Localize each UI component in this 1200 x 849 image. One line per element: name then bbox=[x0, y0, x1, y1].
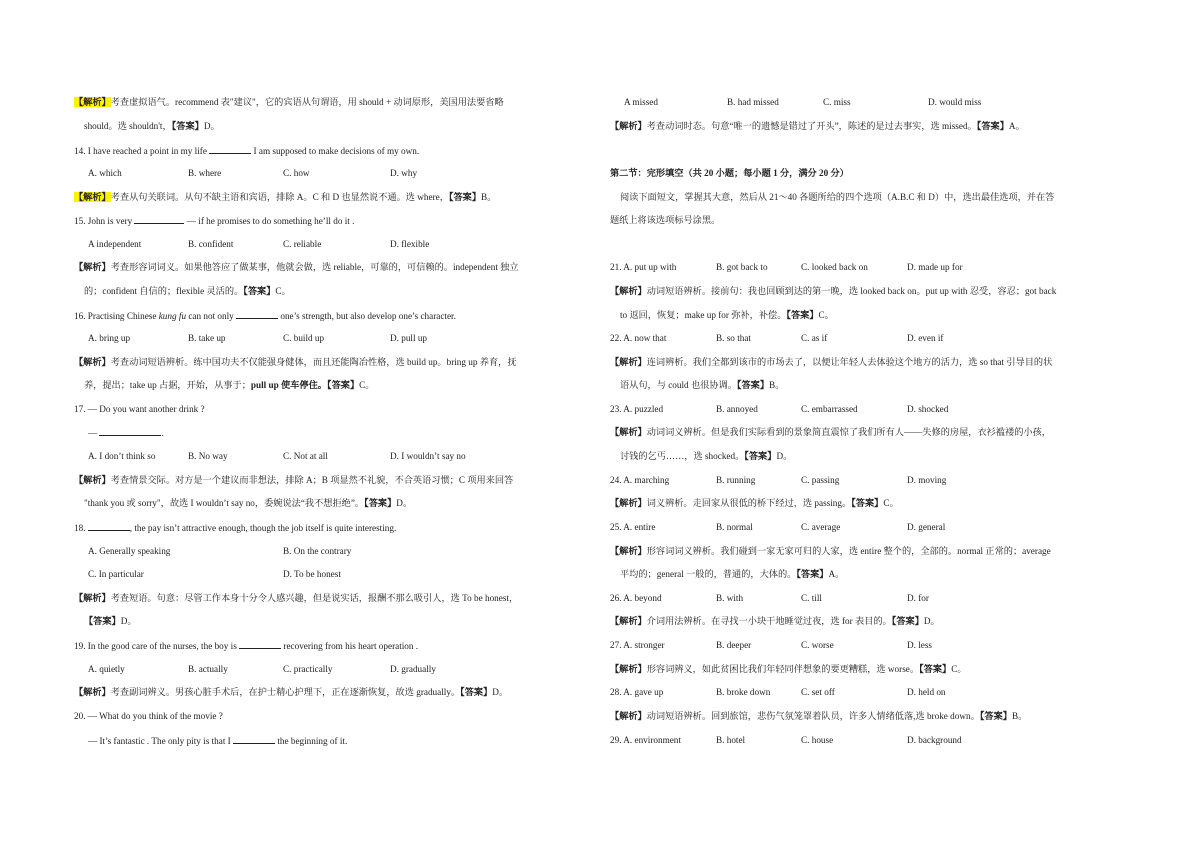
option-b: B. take up bbox=[188, 333, 226, 343]
answer-tag: 【答案】 bbox=[891, 616, 924, 626]
analysis-tag: 【解析】 bbox=[610, 711, 647, 721]
analysis-tag: 【解析】 bbox=[74, 687, 111, 697]
answer-tag: 【答案】 bbox=[786, 310, 819, 320]
explanation-22: 【解析】连词辨析。我们全都到该市的市场去了，以便让年轻人去体验这个地方的活力，选 so that 引导目的状 bbox=[610, 357, 1053, 367]
option-c: C. miss bbox=[823, 97, 851, 107]
analysis-tag: 【解析】 bbox=[610, 427, 647, 437]
answer-blank bbox=[134, 214, 184, 224]
explanation-13-cont: should。选 shouldn't，【答案】D。 bbox=[84, 121, 220, 131]
explanation-17: 【解析】考查情景交际。对方是一个建议而非想法，排除 A；B 项显然不礼貌，不合英语习惯；C 项用来回答 bbox=[74, 475, 514, 485]
option-a: 26. A. beyond bbox=[610, 593, 662, 603]
option-d: D. I wouldn’t say no bbox=[390, 451, 466, 461]
explanation-16-cont: 养，提出；take up 占据，开始，从事于；pull up 使车停住。【答案】C。 bbox=[84, 380, 375, 390]
option-b: B. normal bbox=[716, 522, 753, 532]
explanation-21: 【解析】动词短语辨析。接前句：我也回顾到达的第一晚，选 looked back on。put up with 忍受，容忍；got back bbox=[610, 286, 1057, 296]
analysis-tag: 【解析】 bbox=[610, 286, 647, 296]
option-c: C. as if bbox=[801, 333, 828, 343]
explanation-18-cont: 【答案】D。 bbox=[84, 616, 137, 626]
option-d: D. shocked bbox=[907, 404, 949, 414]
question-16: 16. Practising Chinese kung fu can not only one’s strength, but also develop one’s character. bbox=[74, 311, 456, 321]
explanation-17-cont: "thank you 或 sorry"，故选 I wouldn’t say no，委婉说法“我不想拒绝”。【答案】D。 bbox=[84, 498, 413, 508]
analysis-tag: 【解析】 bbox=[610, 357, 647, 367]
option-b: B. so that bbox=[716, 333, 751, 343]
option-c: C. practically bbox=[283, 664, 333, 674]
analysis-tag: 【解析】 bbox=[610, 616, 647, 626]
answer-tag: 【答案】 bbox=[919, 664, 952, 674]
question-14: 14. I have reached a point in my life I am supposed to make decisions of my own. bbox=[74, 146, 420, 156]
option-c: C. house bbox=[801, 735, 834, 745]
option-d: D. gradually bbox=[390, 664, 436, 674]
question-19: 19. In the good care of the nurses, the boy is recovering from his heart operation . bbox=[74, 641, 419, 651]
question-17: 17. — Do you want another drink ? bbox=[74, 404, 205, 414]
option-c: C. passing bbox=[801, 475, 840, 485]
analysis-tag: 【解析】 bbox=[610, 664, 647, 674]
section-title: 第二节：完形填空（共 20 小题；每小题 1 分，满分 20 分） bbox=[610, 168, 849, 178]
option-a: A. quietly bbox=[88, 664, 125, 674]
explanation-16: 【解析】考查动词短语辨析。练中国功夫不仅能强身健体，而且还能陶冶性格，选 build up。bring up 养育，抚 bbox=[74, 357, 517, 367]
option-a: 21. A. put up with bbox=[610, 262, 677, 272]
option-a: A. Generally speaking bbox=[88, 546, 171, 556]
explanation-28: 【解析】动词短语辨析。回到旅馆，悲伤气氛笼罩着队员，许多人情绪低落,选 broke down。【答案】B。 bbox=[610, 711, 1028, 721]
explanation-15-cont: 的；confident 自信的；flexible 灵活的。【答案】C。 bbox=[84, 286, 291, 296]
explanation-26: 【解析】介词用法辨析。在寻找一小块干地睡觉过夜，选 for 表目的。【答案】D。 bbox=[610, 616, 940, 626]
option-c: C. Not at all bbox=[283, 451, 328, 461]
answer-blank bbox=[88, 521, 130, 531]
option-c: C. worse bbox=[801, 640, 834, 650]
option-a: 23. A. puzzled bbox=[610, 404, 664, 414]
answer-tag: 【答案】 bbox=[744, 451, 777, 461]
answer-tag: 【答案】 bbox=[976, 121, 1009, 131]
option-b: B. No way bbox=[188, 451, 228, 461]
option-d: D. background bbox=[907, 735, 962, 745]
option-b: B. running bbox=[716, 475, 756, 485]
option-c: C. build up bbox=[283, 333, 325, 343]
option-a: A missed bbox=[624, 97, 658, 107]
option-b: B. where bbox=[188, 168, 222, 178]
analysis-tag: 【解析】 bbox=[74, 475, 111, 485]
right-column bbox=[610, 0, 1130, 849]
option-d: D. held on bbox=[907, 687, 946, 697]
option-b: B. annoyed bbox=[716, 404, 758, 414]
answer-tag: 【答案】 bbox=[796, 569, 829, 579]
explanation-24: 【解析】词义辨析。走回家从很低的桥下经过，选 passing。【答案】C。 bbox=[610, 498, 899, 508]
option-c: C. average bbox=[801, 522, 841, 532]
option-c: C. till bbox=[801, 593, 822, 603]
option-c: C. In particular bbox=[88, 569, 144, 579]
analysis-tag: 【解析】 bbox=[74, 192, 111, 202]
option-c: C. reliable bbox=[283, 239, 322, 249]
question-20-reply: — It’s fantastic . The only pity is that I the beginning of it. bbox=[88, 736, 348, 746]
option-c: C. set off bbox=[801, 687, 835, 697]
answer-blank bbox=[236, 309, 278, 319]
question-18: 18. , the pay isn’t attractive enough, though the job itself is quite interesting. bbox=[74, 523, 397, 533]
question-20: 20. — What do you think of the movie ? bbox=[74, 711, 223, 721]
answer-blank bbox=[233, 734, 275, 744]
answer-blank bbox=[99, 426, 161, 436]
explanation-20: 【解析】考查动词时态。句意“唯一的遗憾是错过了开头”，陈述的是过去事实，选 missed。【答案】A。 bbox=[610, 121, 1025, 131]
option-a: 28. A. gave up bbox=[610, 687, 664, 697]
option-a: 27. A. stronger bbox=[610, 640, 665, 650]
option-b: B. On the contrary bbox=[283, 546, 352, 556]
answer-tag: 【答案】 bbox=[84, 616, 121, 626]
explanation-15: 【解析】考查形容词词义。如果他答应了做某事，他就会做，选 reliable，可靠的，可信赖的。independent 独立 bbox=[74, 262, 519, 272]
option-a: A. bring up bbox=[88, 333, 131, 343]
option-d: D. general bbox=[907, 522, 946, 532]
explanation-27: 【解析】形容词辨义，如此贫困比我们年轻同伴想象的要更糟糕，选 worse。【答案】C。 bbox=[610, 664, 967, 674]
option-d: D. would miss bbox=[928, 97, 982, 107]
question-17-reply: — . bbox=[88, 428, 164, 438]
analysis-tag: 【解析】 bbox=[610, 546, 647, 556]
explanation-13: 【解析】考查虚拟语气。recommend 表"建议"，它的宾语从句谓语，用 should + 动词原形，美国用法要省略 bbox=[74, 97, 504, 107]
option-d: D. made up for bbox=[907, 262, 963, 272]
option-c: C. how bbox=[283, 168, 310, 178]
answer-tag: 【答案】 bbox=[171, 121, 204, 131]
analysis-tag: 【解析】 bbox=[74, 593, 111, 603]
option-b: B. confident bbox=[188, 239, 234, 249]
option-d: D. even if bbox=[907, 333, 944, 343]
answer-blank bbox=[239, 639, 281, 649]
explanation-21-cont: to 返回，恢复；make up for 弥补，补偿。【答案】C。 bbox=[620, 310, 834, 320]
explanation-25: 【解析】形容词词义辨析。我们碰到一家无家可归的人家，选 entire 整个的，全部的。normal 正常的；average bbox=[610, 546, 1051, 556]
option-b: B. deeper bbox=[716, 640, 752, 650]
option-a: A independent bbox=[88, 239, 142, 249]
left-column bbox=[74, 0, 594, 849]
option-a: A. which bbox=[88, 168, 122, 178]
option-a: 25. A. entire bbox=[610, 522, 656, 532]
analysis-tag: 【解析】 bbox=[74, 357, 111, 367]
option-d: D. less bbox=[907, 640, 933, 650]
explanation-25-cont: 平均的；general 一般的，普通的，大体的。【答案】A。 bbox=[620, 569, 845, 579]
instruction-line-2: 题纸上将该选项标号涂黑。 bbox=[610, 215, 721, 225]
answer-tag: 【答案】 bbox=[326, 380, 360, 390]
option-d: D. flexible bbox=[390, 239, 430, 249]
option-b: B. hotel bbox=[716, 735, 746, 745]
explanation-23-cont: 讨钱的乞丐……，选 shocked。【答案】D。 bbox=[620, 451, 793, 461]
option-b: B. actually bbox=[188, 664, 228, 674]
explanation-23: 【解析】动词词义辨析。但是我们实际看到的景象简直震惊了我们所有人——失修的房屋，衣衫褴褛的小孩， bbox=[610, 427, 1051, 437]
analysis-tag: 【解析】 bbox=[610, 121, 647, 131]
answer-tag: 【答案】 bbox=[364, 498, 397, 508]
answer-tag: 【答案】 bbox=[851, 498, 884, 508]
option-b: B. had missed bbox=[727, 97, 779, 107]
explanation-22-cont: 语从句，与 could 也很协调。【答案】B。 bbox=[620, 380, 785, 390]
option-d: D. To be honest bbox=[283, 569, 341, 579]
answer-tag: 【答案】 bbox=[448, 192, 482, 202]
option-a: 24. A. marching bbox=[610, 475, 670, 485]
answer-blank bbox=[209, 144, 251, 154]
instruction-line-1: 阅读下面短文，掌握其大意，然后从 21～40 各题所给的四个选项（A.B.C 和 D）中，选出最佳选项，并在答 bbox=[620, 192, 1055, 202]
option-d: D. pull up bbox=[390, 333, 428, 343]
option-d: D. why bbox=[390, 168, 418, 178]
explanation-14: 【解析】考查从句关联词。从句不缺主语和宾语，排除 A。C 和 D 也显然说不通。选 where，【答案】B。 bbox=[74, 192, 497, 202]
analysis-tag: 【解析】 bbox=[610, 498, 647, 508]
option-d: D. for bbox=[907, 593, 929, 603]
option-a: 22. A. now that bbox=[610, 333, 667, 343]
question-15: 15. John is very — if he promises to do something he’ll do it . bbox=[74, 216, 355, 226]
analysis-tag: 【解析】 bbox=[74, 97, 111, 107]
option-b: B. with bbox=[716, 593, 744, 603]
answer-tag: 【答案】 bbox=[736, 380, 770, 390]
analysis-tag: 【解析】 bbox=[74, 262, 111, 272]
option-b: B. broke down bbox=[716, 687, 771, 697]
option-c: C. embarrassed bbox=[801, 404, 858, 414]
option-b: B. got back to bbox=[716, 262, 768, 272]
option-a: A. I don’t think so bbox=[88, 451, 156, 461]
option-a: 29. A. environment bbox=[610, 735, 681, 745]
explanation-19: 【解析】考查副词辨义。男孩心脏手术后，在护士精心护理下，正在逐渐恢复，故选 gradually。【答案】D。 bbox=[74, 687, 509, 697]
explanation-18: 【解析】考查短语。句意：尽管工作本身十分令人感兴趣，但是说实话，报酬不那么吸引人，选 To be honest， bbox=[74, 593, 519, 603]
option-c: C. looked back on bbox=[801, 262, 868, 272]
option-d: D. moving bbox=[907, 475, 947, 485]
answer-tag: 【答案】 bbox=[460, 687, 493, 697]
answer-tag: 【答案】 bbox=[979, 711, 1012, 721]
answer-tag: 【答案】 bbox=[243, 286, 276, 296]
